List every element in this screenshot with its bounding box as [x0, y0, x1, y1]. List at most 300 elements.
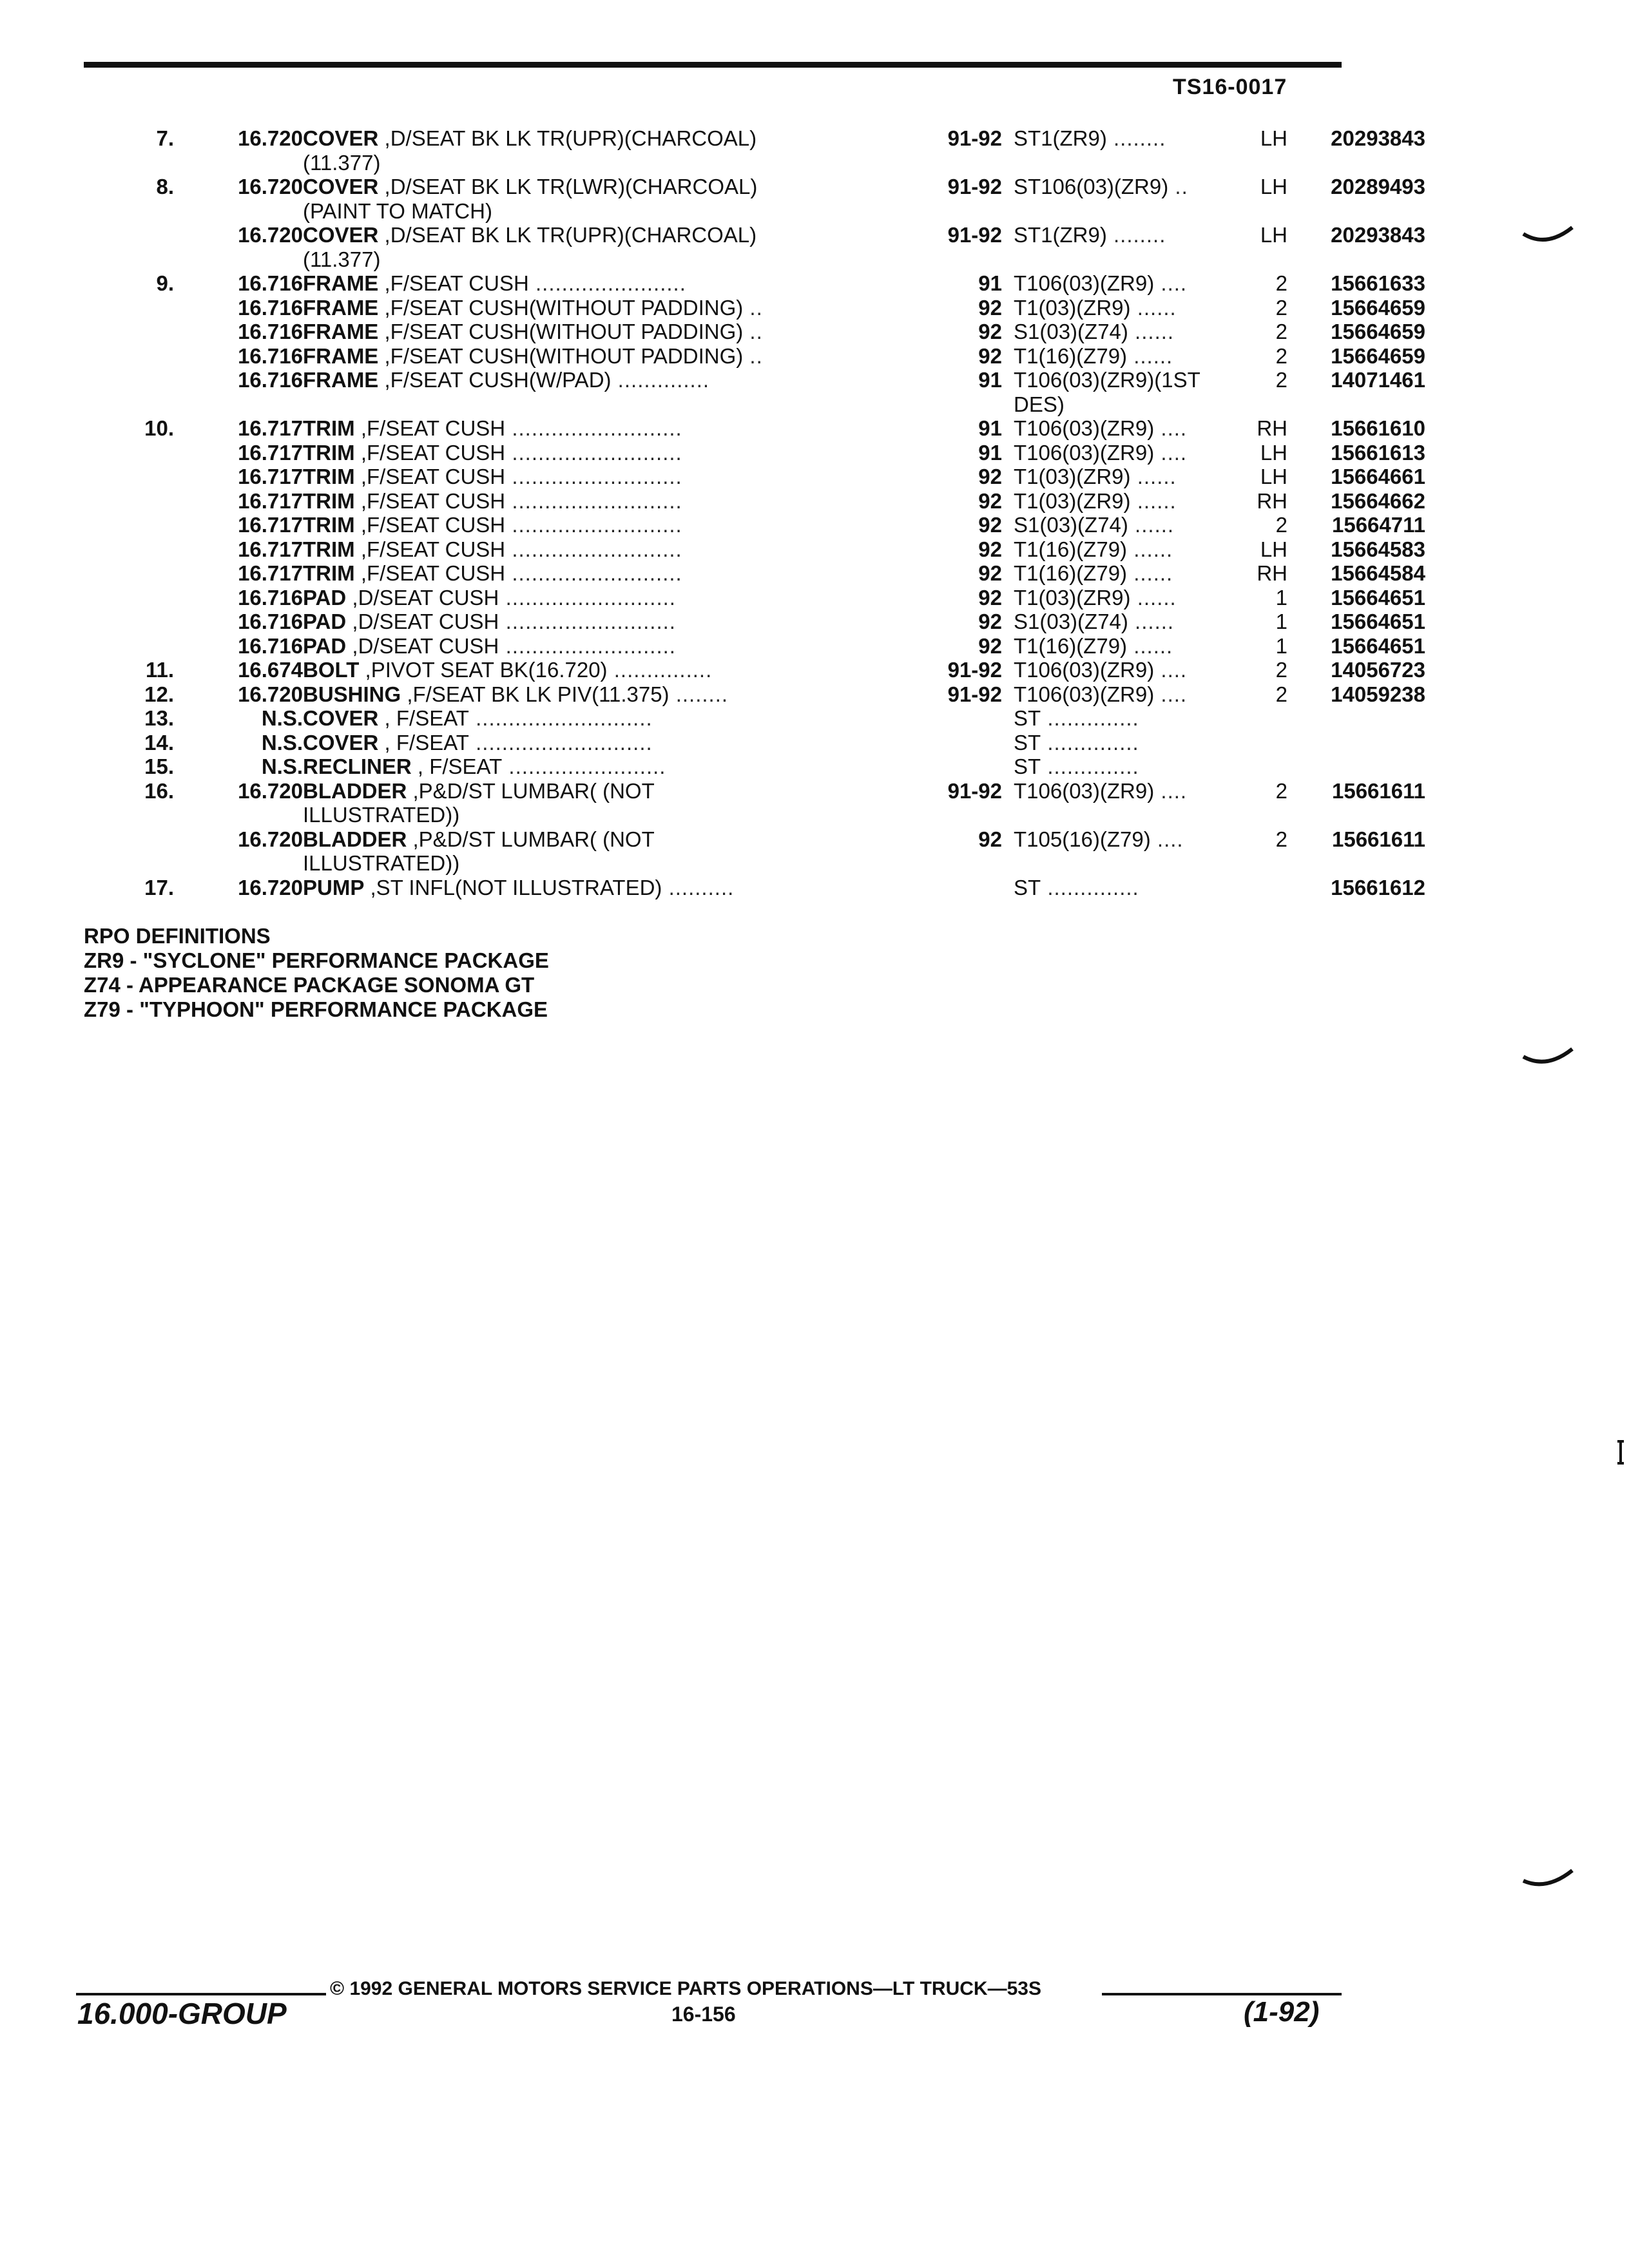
- table-row: [84, 731, 1347, 755]
- ref-number: 13.: [144, 706, 174, 730]
- part-detail: , F/SEAT: [417, 754, 503, 778]
- group-number: 16.716: [238, 368, 303, 392]
- footer-rule-left: [76, 1993, 326, 1995]
- model-years: 91-92: [947, 658, 1002, 682]
- part-name: TRIM: [303, 537, 355, 561]
- part-name: PAD: [303, 633, 347, 658]
- model-years: 92: [978, 465, 1002, 488]
- quantity: 2: [1275, 320, 1287, 343]
- quantity: 2: [1275, 295, 1287, 320]
- table-row: [84, 488, 1425, 514]
- rpo-title: RPO DEFINITIONS: [84, 924, 271, 948]
- model-code-cell: [1014, 658, 1233, 682]
- quantity: RH: [1257, 561, 1287, 585]
- table-row: [84, 851, 1347, 876]
- part-description: [303, 754, 947, 779]
- quantity: LH: [1260, 537, 1287, 561]
- part-name: PAD: [303, 585, 347, 610]
- part-detail: ,ST INFL(NOT ILLUSTRATED): [370, 875, 662, 899]
- table-row: [84, 561, 1425, 586]
- model-code: T106(03)(ZR9)(1ST: [1014, 368, 1200, 392]
- part-detail: ,F/SEAT CUSH: [360, 465, 506, 488]
- ref-number: 17.: [144, 875, 174, 899]
- table-row: [84, 754, 1347, 779]
- model-code: T1(16)(Z79): [1014, 343, 1128, 368]
- table-row: [84, 126, 1425, 151]
- rpo-definition: Z74 - APPEARANCE PACKAGE SONOMA GT: [84, 973, 535, 997]
- part-number: 20293843: [1331, 126, 1425, 150]
- model-years: 91-92: [947, 682, 1002, 706]
- table-row: [84, 392, 1347, 417]
- part-name: COVER: [303, 706, 379, 730]
- dot-leader: ..: [743, 295, 763, 320]
- model-years: 91-92: [947, 126, 1002, 150]
- model-code-cell: [1014, 465, 1233, 489]
- dot-leader: ......: [1130, 488, 1177, 513]
- part-name: COVER: [303, 223, 379, 247]
- parts-list: [84, 126, 1425, 899]
- model-code: T105(16)(Z79): [1014, 827, 1151, 851]
- dot-leader: ..........................: [505, 488, 682, 513]
- quantity: 2: [1275, 682, 1287, 706]
- part-detail: , F/SEAT: [384, 730, 469, 754]
- footer-group: 16.000-GROUP: [77, 1997, 287, 2030]
- model-code-cell: [1014, 586, 1233, 610]
- model-years: 92: [978, 488, 1002, 513]
- model-code: DES): [1014, 392, 1065, 416]
- part-detail: (PAINT TO MATCH): [303, 198, 492, 223]
- part-name: FRAME: [303, 343, 379, 368]
- dot-leader: ..........................: [499, 585, 676, 610]
- dot-leader: ........: [669, 682, 729, 706]
- part-number: 15661610: [1331, 416, 1425, 440]
- model-code-cell: [1014, 610, 1233, 634]
- model-code: ST1(ZR9): [1014, 126, 1107, 150]
- part-detail: ,D/SEAT CUSH: [352, 585, 499, 610]
- table-row: [84, 706, 1347, 731]
- part-detail: ,F/SEAT BK LK PIV(11.375): [407, 682, 670, 706]
- model-code-cell: [1014, 320, 1233, 344]
- part-description: [303, 876, 947, 900]
- dot-leader: ..........................: [505, 513, 682, 537]
- dot-leader: ..........................: [505, 537, 682, 561]
- footer-rule-right: [1102, 1993, 1342, 1995]
- table-row: [84, 827, 1425, 852]
- table-row: [84, 778, 1425, 803]
- model-years: 91: [978, 271, 1002, 295]
- dot-leader: ..............: [1041, 754, 1139, 778]
- ref-number: 14.: [144, 730, 174, 754]
- model-code: ST: [1014, 730, 1041, 754]
- part-detail: ,F/SEAT CUSH(WITHOUT PADDING): [384, 320, 744, 343]
- group-number: 16.717: [238, 488, 303, 513]
- part-description: [303, 706, 947, 731]
- part-name: BLADDER: [303, 827, 407, 851]
- dot-leader: ........................: [502, 754, 666, 778]
- part-name: BLADDER: [303, 778, 407, 803]
- binder-mark-icon: [1521, 222, 1579, 255]
- part-number: 15664651: [1331, 633, 1425, 658]
- model-years: 92: [978, 633, 1002, 658]
- dot-leader: ....: [1154, 682, 1188, 706]
- part-detail: ,F/SEAT CUSH: [360, 561, 506, 585]
- model-code-cell: [1014, 296, 1233, 320]
- group-number: 16.674: [238, 658, 303, 682]
- group-number: 16.716: [238, 320, 303, 343]
- part-detail: (11.377): [303, 150, 381, 175]
- model-code: S1(03)(Z74): [1014, 320, 1128, 343]
- part-name: BUSHING: [303, 682, 401, 706]
- part-description: [303, 851, 947, 876]
- model-years: 92: [978, 295, 1002, 320]
- table-row: [84, 175, 1425, 199]
- dot-leader: ......: [1130, 585, 1177, 610]
- part-name: TRIM: [303, 513, 355, 537]
- group-number: 16.720: [238, 875, 303, 899]
- dot-leader: ....: [1154, 271, 1188, 295]
- quantity: 2: [1275, 343, 1287, 368]
- binder-mark-icon: [1521, 1865, 1579, 1898]
- dot-leader: ....: [1154, 440, 1188, 465]
- ref-number: 8.: [156, 175, 174, 198]
- part-number: 15664711: [1331, 513, 1425, 537]
- dot-leader: ........: [1106, 223, 1166, 247]
- dot-leader: ...........................: [468, 730, 653, 754]
- model-code: T1(16)(Z79): [1014, 537, 1128, 561]
- model-code-cell: [1014, 876, 1233, 900]
- part-name: TRIM: [303, 465, 355, 488]
- model-years: 92: [978, 537, 1002, 561]
- group-number: 16.716: [238, 343, 303, 368]
- group-number: 16.716: [238, 585, 303, 610]
- group-number: 16.716: [238, 633, 303, 658]
- quantity: 2: [1275, 658, 1287, 682]
- model-code-cell: [1014, 827, 1233, 852]
- quantity: LH: [1260, 126, 1287, 150]
- part-name: FRAME: [303, 295, 379, 320]
- model-code: T1(16)(Z79): [1014, 561, 1128, 585]
- model-code: T1(16)(Z79): [1014, 633, 1128, 658]
- quantity: LH: [1260, 175, 1287, 198]
- table-row: [84, 465, 1425, 489]
- part-detail: ,F/SEAT CUSH: [360, 488, 506, 513]
- dot-leader: ......: [1127, 343, 1173, 368]
- part-number: 15664659: [1331, 343, 1425, 368]
- quantity: 1: [1275, 585, 1287, 610]
- table-row: [84, 658, 1425, 682]
- part-name: TRIM: [303, 488, 355, 513]
- table-row: [84, 368, 1425, 392]
- part-detail: (11.377): [303, 247, 381, 271]
- part-description: [303, 199, 947, 224]
- model-code: T106(03)(ZR9): [1014, 440, 1155, 465]
- part-description: [303, 803, 947, 827]
- part-detail: ,F/SEAT CUSH(WITHOUT PADDING): [384, 295, 744, 320]
- dot-leader: ...............: [607, 658, 713, 682]
- dot-leader: ..........: [662, 875, 735, 899]
- ref-number: 16.: [144, 778, 174, 803]
- model-code: T106(03)(ZR9): [1014, 658, 1155, 682]
- part-detail: ,D/SEAT BK LK TR(UPR)(CHARCOAL): [384, 126, 757, 150]
- dot-leader: ..............: [1041, 706, 1139, 730]
- model-code-cell: [1014, 706, 1233, 731]
- dot-leader: ..........................: [499, 633, 676, 658]
- model-code: T106(03)(ZR9): [1014, 778, 1155, 803]
- part-name: COVER: [303, 175, 379, 198]
- dot-leader: ......: [1130, 465, 1177, 488]
- part-detail: ,D/SEAT CUSH: [352, 610, 499, 633]
- group-number: 16.717: [238, 416, 303, 440]
- dot-leader: ......: [1128, 513, 1175, 537]
- part-name: FRAME: [303, 368, 379, 392]
- table-row: [84, 633, 1425, 658]
- model-years: 91-92: [947, 175, 1002, 198]
- dot-leader: ..............: [611, 368, 710, 392]
- rpo-definitions: [84, 924, 549, 1022]
- group-number: 16.716: [238, 610, 303, 633]
- model-code-cell: [1014, 126, 1233, 151]
- quantity: 1: [1275, 610, 1287, 633]
- part-number: 20293843: [1331, 223, 1425, 247]
- model-code-cell: [1014, 416, 1233, 441]
- dot-leader: ....: [1150, 827, 1184, 851]
- model-years: 91: [978, 368, 1002, 392]
- model-code: T106(03)(ZR9): [1014, 271, 1155, 295]
- quantity: RH: [1257, 488, 1287, 513]
- part-name: TRIM: [303, 440, 355, 465]
- footer-copyright: © 1992 GENERAL MOTORS SERVICE PARTS OPERATIONS—LT TRUCK—53S: [330, 1978, 1041, 1999]
- part-name: FRAME: [303, 271, 379, 295]
- model-code-cell: [1014, 779, 1233, 803]
- dot-leader: ......: [1128, 610, 1175, 633]
- part-number: 15661612: [1331, 875, 1425, 899]
- model-years: 92: [978, 561, 1002, 585]
- part-detail: ,D/SEAT BK LK TR(LWR)(CHARCOAL): [384, 175, 758, 198]
- model-years: 91: [978, 440, 1002, 465]
- table-row: [84, 320, 1425, 344]
- table-row: [84, 875, 1425, 900]
- group-number: 16.717: [238, 440, 303, 465]
- part-name: PUMP: [303, 875, 365, 899]
- group-number: 16.720: [238, 175, 303, 198]
- part-name: RECLINER: [303, 754, 412, 778]
- footer-date-code: (1-92): [1244, 1996, 1320, 2028]
- part-detail: ILLUSTRATED)): [303, 803, 460, 827]
- part-detail: ,F/SEAT CUSH: [360, 537, 506, 561]
- part-number: 15661613: [1331, 440, 1425, 465]
- dot-leader: ..........................: [505, 416, 682, 440]
- table-row: [84, 537, 1425, 562]
- model-code-cell: [1014, 271, 1233, 296]
- group-number: 16.716: [238, 271, 303, 295]
- dot-leader: ..: [1168, 175, 1188, 198]
- model-code-cell: [1014, 634, 1233, 658]
- model-code: T1(03)(ZR9): [1014, 488, 1131, 513]
- part-number: 14056723: [1331, 658, 1425, 682]
- group-number: 16.717: [238, 513, 303, 537]
- model-code: T1(03)(ZR9): [1014, 465, 1131, 488]
- dot-leader: ...........................: [468, 706, 653, 730]
- model-code: ST: [1014, 875, 1041, 899]
- model-code-cell: [1014, 392, 1233, 417]
- model-code-cell: [1014, 513, 1233, 537]
- ref-number: 15.: [144, 754, 174, 778]
- quantity: 2: [1275, 778, 1287, 803]
- part-detail: ,D/SEAT BK LK TR(UPR)(CHARCOAL): [384, 223, 757, 247]
- dot-leader: ..: [743, 320, 763, 343]
- part-description: [303, 151, 947, 175]
- dot-leader: ..: [743, 343, 763, 368]
- part-name: PAD: [303, 610, 347, 633]
- model-years: 92: [978, 585, 1002, 610]
- part-number: 20289493: [1331, 175, 1425, 198]
- model-years: 92: [978, 343, 1002, 368]
- ref-number: 10.: [144, 416, 174, 440]
- part-name: COVER: [303, 126, 379, 150]
- quantity: 2: [1275, 271, 1287, 295]
- part-detail: ,F/SEAT CUSH: [360, 416, 506, 440]
- dot-leader: ....: [1154, 778, 1188, 803]
- dot-leader: ........: [1106, 126, 1166, 150]
- model-years: 92: [978, 320, 1002, 343]
- dot-leader: ....: [1154, 658, 1188, 682]
- table-row: [84, 610, 1425, 634]
- group-number: 16.717: [238, 561, 303, 585]
- model-code-cell: [1014, 368, 1233, 392]
- table-row: [84, 513, 1425, 537]
- model-code: T1(03)(ZR9): [1014, 585, 1131, 610]
- model-years: 91-92: [947, 223, 1002, 247]
- part-name: COVER: [303, 730, 379, 754]
- dot-leader: ......: [1127, 537, 1173, 561]
- quantity: 2: [1275, 513, 1287, 537]
- model-years: 92: [978, 610, 1002, 633]
- dot-leader: ......: [1128, 320, 1175, 343]
- part-detail: ,F/SEAT CUSH(W/PAD): [384, 368, 612, 392]
- quantity: RH: [1257, 416, 1287, 440]
- part-number: 15664659: [1331, 295, 1425, 320]
- part-number: 15661633: [1331, 271, 1425, 295]
- model-code: T106(03)(ZR9): [1014, 682, 1155, 706]
- part-number: 15664584: [1331, 561, 1425, 585]
- dot-leader: ..............: [1041, 730, 1139, 754]
- model-code-cell: [1014, 561, 1233, 586]
- part-name: BOLT: [303, 658, 360, 682]
- model-years: 91-92: [947, 778, 1002, 803]
- part-detail: ,P&D/ST LUMBAR( (NOT: [412, 827, 655, 851]
- part-detail: ILLUSTRATED)): [303, 851, 460, 875]
- dot-leader: ....: [1154, 416, 1188, 440]
- group-number: N.S.: [261, 730, 303, 754]
- model-code: T106(03)(ZR9): [1014, 416, 1155, 440]
- binder-mark-icon: [1521, 1044, 1579, 1076]
- document-id: TS16-0017: [1173, 75, 1287, 99]
- table-row: [84, 416, 1425, 441]
- table-row: [84, 343, 1425, 369]
- top-rule: [84, 62, 1342, 68]
- group-number: 16.716: [238, 295, 303, 320]
- part-number: 15664651: [1331, 610, 1425, 633]
- part-detail: ,P&D/ST LUMBAR( (NOT: [412, 778, 655, 803]
- model-code-cell: [1014, 344, 1233, 369]
- part-detail: , F/SEAT: [384, 706, 469, 730]
- part-name: FRAME: [303, 320, 379, 343]
- table-row: [84, 295, 1425, 320]
- rpo-definition: Z79 - "TYPHOON" PERFORMANCE PACKAGE: [84, 997, 548, 1021]
- table-row: [84, 803, 1347, 827]
- group-number: 16.720: [238, 223, 303, 247]
- group-number: N.S.: [261, 754, 303, 778]
- group-number: N.S.: [261, 706, 303, 730]
- part-number: 14071461: [1331, 368, 1425, 392]
- part-detail: ,PIVOT SEAT BK(16.720): [365, 658, 608, 682]
- ref-number: 9.: [156, 271, 174, 295]
- ref-number: 7.: [156, 126, 174, 150]
- dot-leader: ..........................: [505, 440, 682, 465]
- group-number: 16.720: [238, 126, 303, 150]
- part-number: 15664651: [1331, 585, 1425, 610]
- quantity: LH: [1260, 223, 1287, 247]
- part-name: TRIM: [303, 416, 355, 440]
- dot-leader: ......: [1127, 561, 1173, 585]
- part-number: 15664659: [1331, 320, 1425, 343]
- part-number: 15664583: [1331, 537, 1425, 561]
- model-code-cell: [1014, 441, 1233, 465]
- part-description: [303, 731, 947, 755]
- part-number: 14059238: [1331, 682, 1425, 706]
- model-years: 92: [978, 827, 1002, 851]
- model-code-cell: [1014, 682, 1233, 707]
- model-code: ST: [1014, 706, 1041, 730]
- quantity: LH: [1260, 465, 1287, 488]
- group-number: 16.717: [238, 465, 303, 488]
- model-code-cell: [1014, 489, 1233, 514]
- quantity: 2: [1275, 827, 1287, 851]
- part-number: 15664661: [1331, 465, 1425, 488]
- dot-leader: ......: [1127, 633, 1173, 658]
- model-code-cell: [1014, 537, 1233, 562]
- quantity: 2: [1275, 368, 1287, 392]
- dot-leader: ......: [1130, 295, 1177, 320]
- part-number: 15661611: [1331, 778, 1425, 803]
- table-row: [84, 199, 1347, 224]
- margin-mark-icon: [1615, 1440, 1628, 1466]
- model-code-cell: [1014, 223, 1233, 247]
- model-code-cell: [1014, 175, 1233, 199]
- table-row: [84, 682, 1425, 707]
- model-code: T1(03)(ZR9): [1014, 295, 1131, 320]
- group-number: 16.720: [238, 778, 303, 803]
- table-row: [84, 151, 1347, 175]
- quantity: 1: [1275, 633, 1287, 658]
- table-row: [84, 247, 1347, 272]
- rpo-definition: ZR9 - "SYCLONE" PERFORMANCE PACKAGE: [84, 948, 549, 972]
- table-row: [84, 271, 1425, 296]
- model-years: 91: [978, 416, 1002, 440]
- part-detail: ,F/SEAT CUSH(WITHOUT PADDING): [384, 343, 744, 368]
- table-row: [84, 440, 1425, 465]
- group-number: 16.720: [238, 682, 303, 706]
- model-code: ST: [1014, 754, 1041, 778]
- dot-leader: .......................: [528, 271, 686, 295]
- part-detail: ,D/SEAT CUSH: [352, 633, 499, 658]
- part-detail: ,F/SEAT CUSH: [360, 440, 506, 465]
- model-code: ST106(03)(ZR9): [1014, 175, 1169, 198]
- model-code: ST1(ZR9): [1014, 223, 1107, 247]
- part-description: [303, 247, 947, 272]
- part-name: TRIM: [303, 561, 355, 585]
- model-code: S1(03)(Z74): [1014, 513, 1128, 537]
